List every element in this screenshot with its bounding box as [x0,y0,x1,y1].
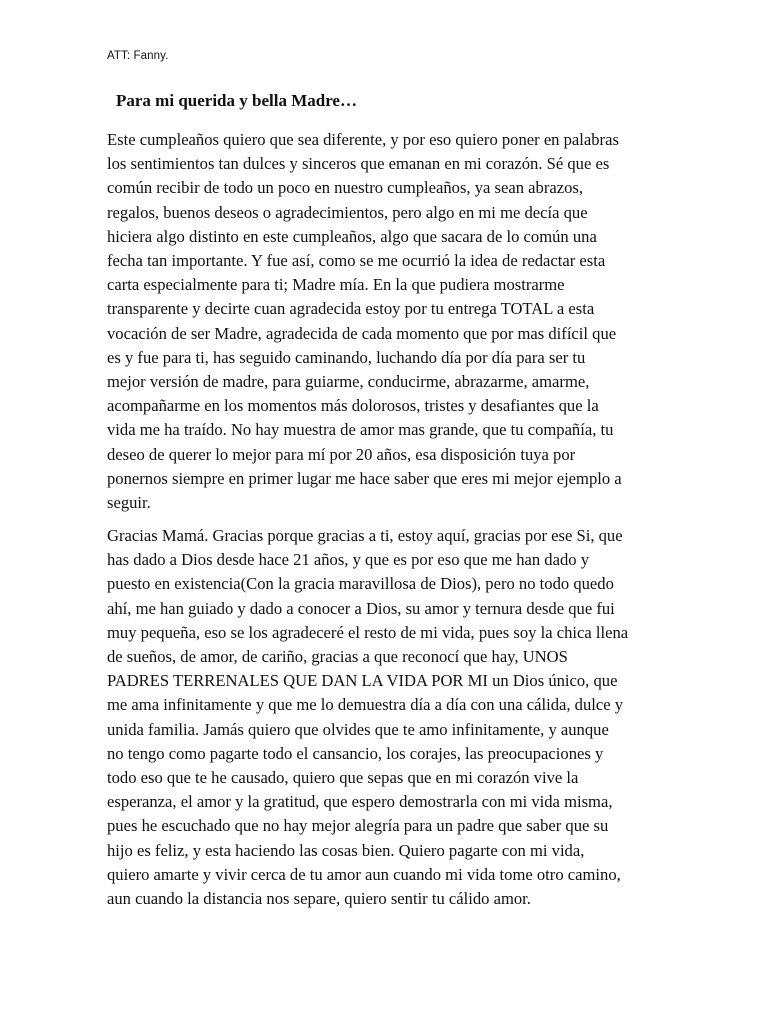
text-line: transparente y decirte cuan agradecida estoy por tu entrega TOTAL a esta [107,299,595,319]
text-line: fecha tan importante. Y fue así, como se me ocurrió la idea de redactar esta [107,251,606,271]
text-line: unida familia. Jamás quiero que olvides que te amo infinitamente, y aunque [107,719,609,739]
text-line: PADRES TERRENALES QUE DAN LA VIDA POR MI un Dios único, que [107,671,618,691]
text-line: deseo de querer lo mejor para mí por 20 años, esa disposición tuya por [107,444,576,464]
text-line: quiero amarte y vivir cerca de tu amor aun cuando mi vida tome otro camino, [107,864,621,884]
attribution-text: ATT: Fanny. [107,50,169,62]
text-line: me ama infinitamente y que me lo demuestra día a día con una cálida, dulce y [107,695,624,715]
text-line: aun cuando la distancia nos separe, quiero sentir tu cálido amor. [107,889,531,909]
paragraph-2 [107,524,667,911]
paragraph-1 [107,128,667,515]
text-line: vida me ha traído. No hay muestra de amor mas grande, que tu compañía, tu [107,420,614,440]
text-line: de sueños, de amor, de cariño, gracias a que reconocí que hay, UNOS [107,647,568,667]
text-line: carta especialmente para ti; Madre mía. En la que pudiera mostrarme [107,275,565,295]
text-line: no tengo como pagarte todo el cansancio, los corajes, las preocupaciones y [107,743,604,763]
text-line: los sentimientos tan dulces y sinceros que emanan en mi corazón. Sé que es [107,154,610,174]
text-line: todo eso que te he causado, quiero que sepas que en mi corazón vive la [107,768,579,788]
text-line: mejor versión de madre, para guiarme, conducirme, abrazarme, amarme, [107,372,590,392]
letter-title: Para mi querida y bella Madre… [116,91,357,110]
text-line: hijo es feliz, y esta haciendo las cosas bien. Quiero pagarte con mi vida, [107,840,585,860]
text-line: Gracias Mamá. Gracias porque gracias a ti, estoy aquí, gracias por ese Si, que [107,526,623,545]
text-line: pues he escuchado que no hay mejor alegría para un padre que saber que su [107,816,609,836]
text-line: común recibir de todo un poco en nuestro cumpleaños, ya sean abrazos, [107,178,583,198]
text-line: esperanza, el amor y la gratitud, que espero demostrarla con mi vida misma, [107,792,613,812]
text-line: hiciera algo distinto en este cumpleaños, algo que sacara de lo común una [107,226,597,246]
text-line: muy pequeña, eso se los agradeceré el resto de mi vida, pues soy la chica llena [107,622,629,642]
text-line: Este cumpleaños quiero que sea diferente, y por eso quiero poner en palabras [107,130,619,149]
text-line: puesto en existencia(Con la gracia maravillosa de Dios), pero no todo quedo [107,574,614,594]
text-line: has dado a Dios desde hace 21 años, y que es por eso que me han dado y [107,550,590,570]
text-line: ahí, me han guiado y dado a conocer a Dios, su amor y ternura desde que fui [107,598,615,618]
text-line: es y fue para ti, has seguido caminando, luchando día por día para ser tu [107,347,586,367]
text-line: ponernos siempre en primer lugar me hace saber que eres mi mejor ejemplo a [107,468,622,488]
text-line: seguir. [107,493,151,513]
text-line: regalos, buenos deseos o agradecimientos, pero algo en mi me decía que [107,202,588,222]
text-line: acompañarme en los momentos más dolorosos, tristes y desafiantes que la [107,396,599,416]
text-line: vocación de ser Madre, agradecida de cada momento que por mas difícil que [107,323,617,343]
